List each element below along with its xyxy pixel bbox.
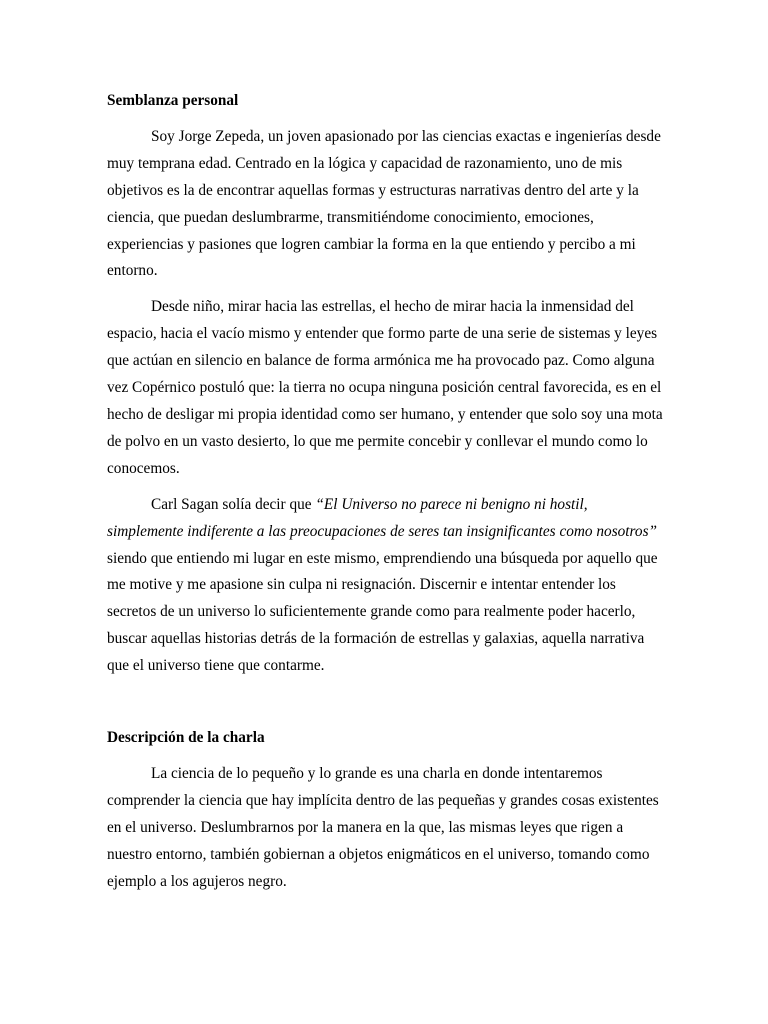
section-spacer bbox=[107, 689, 663, 725]
section-heading-charla: Descripción de la charla bbox=[107, 729, 265, 747]
paragraph-sagan-quote bbox=[107, 492, 663, 680]
quote-trailing-text: siendo que entiendo mi lugar en este mismo, emprendiendo una búsqueda por aquello que me motive y me apasione sin culpa ni resignación. Discernir e intentar entender los secretos de un universo lo suficientemente grande como para realmente poder hacerlo, buscar aquellas historias detrás de la formación de estrellas y galaxias, aquella narrativa que el universo tiene que contarme. bbox=[107, 549, 658, 675]
paragraph-intro: Soy Jorge Zepeda, un joven apasionado por las ciencias exactas e ingenierías desde muy temprana edad. Centrado en la lógica y capacidad de razonamiento, uno de mis objetivos es la de encontrar aquellas formas y estructuras narrativas dentro del arte y la ciencia, que puedan deslumbrarme, transmitiéndome conocimiento, emociones, experiencias y pasiones que logren cambiar la forma en la que entiendo y percibo a mi entorno. bbox=[107, 127, 661, 280]
document-body bbox=[107, 88, 663, 904]
sagan-quote: “El Universo no parece ni benigno ni hostil, simplemente indiferente a las preocupaciones de seres tan insignificantes como nosotros” bbox=[107, 495, 658, 540]
quote-lead-text: Carl Sagan solía decir que bbox=[151, 495, 316, 513]
section-heading-semblanza: Semblanza personal bbox=[107, 92, 239, 109]
paragraph-talk-description: La ciencia de lo pequeño y lo grande es una charla en donde intentaremos comprender la ciencia que hay implícita dentro de las pequeñas y grandes cosas existentes en el universo. Deslumbrarnos por la manera en la que, las mismas leyes que rigen a nuestro entorno, también gobiernan a objetos enigmáticos en el universo, tomando como ejemplo a los agujeros negro. bbox=[107, 764, 659, 890]
paragraph-stars: Desde niño, mirar hacia las estrellas, el hecho de mirar hacia la inmensidad del espacio, hacia el vacío mismo y entender que formo parte de una serie de sistemas y leyes que actúan en silencio en balance de forma armónica me ha provocado paz. Como alguna vez Copérnico postuló que: la tierra no ocupa ninguna posición central favorecida, es en el hecho de desligar mi propia identidad como ser humano, y entender que solo soy una mota de polvo en un vasto desierto, lo que me permite concebir y conllevar el mundo como lo conocemos. bbox=[107, 298, 663, 477]
